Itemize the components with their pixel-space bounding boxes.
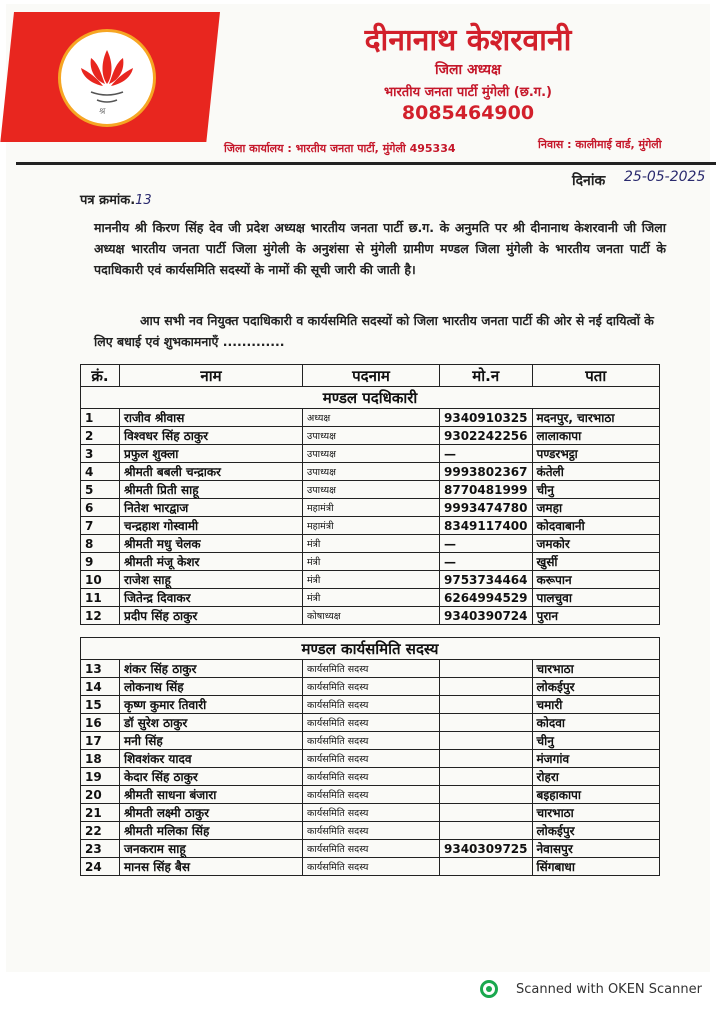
cell-sno: 2 xyxy=(81,427,120,445)
cell-address: पालचुवा xyxy=(532,589,660,607)
cell-mobile xyxy=(440,660,533,678)
table-row xyxy=(81,660,660,678)
cell-post: कार्यसमिति सदस्य xyxy=(303,714,440,732)
cell-post: मंत्री xyxy=(303,571,440,589)
cell-sno: 21 xyxy=(81,804,120,822)
cell-sno: 9 xyxy=(81,553,120,571)
cell-name: जितेन्द्र दिवाकर xyxy=(120,589,303,607)
spacer-cell xyxy=(81,625,660,638)
cell-address: चारभाठा xyxy=(532,660,660,678)
cell-post: कार्यसमिति सदस्य xyxy=(303,804,440,822)
letter-number-label: पत्र क्रमांक xyxy=(80,193,131,208)
cell-address: लालाकापा xyxy=(532,427,660,445)
cell-address: चमारी xyxy=(532,696,660,714)
cell-sno: 14 xyxy=(81,678,120,696)
cell-name: श्रीमती मंजू केशर xyxy=(120,553,303,571)
letter-paragraph-2: आप सभी नव नियुक्त पदाधिकारी व कार्यसमिति सदस्यों को जिला भारतीय जनता पार्टी की ओर से नई दायित्वों के लिए बधाई एवं शुभकामनाएँ ............. xyxy=(94,313,654,349)
cell-post: उपाध्यक्ष xyxy=(303,463,440,481)
cell-name: श्रीमती प्रिती साहू xyxy=(120,481,303,499)
cell-sno: 13 xyxy=(81,660,120,678)
cell-name: मानस सिंह बैस xyxy=(120,858,303,876)
cell-mobile: 9340910325 xyxy=(440,409,533,427)
cell-name: प्रदीप सिंह ठाकुर xyxy=(120,607,303,625)
cell-post: अध्यक्ष xyxy=(303,409,440,427)
cell-mobile xyxy=(440,678,533,696)
table-row xyxy=(81,463,660,481)
cell-post: कार्यसमिति सदस्य xyxy=(303,660,440,678)
cell-post: कार्यसमिति सदस्य xyxy=(303,678,440,696)
table-row xyxy=(81,768,660,786)
cell-sno: 20 xyxy=(81,786,120,804)
cell-post: मंत्री xyxy=(303,553,440,571)
cell-post: कार्यसमिति सदस्य xyxy=(303,732,440,750)
table-row xyxy=(81,409,660,427)
cell-name: चन्द्रहाश गोस्वामी xyxy=(120,517,303,535)
cell-mobile xyxy=(440,822,533,840)
letter-number xyxy=(80,190,152,208)
cell-sno: 24 xyxy=(81,858,120,876)
cell-address: कोदवाबानी xyxy=(532,517,660,535)
table-row xyxy=(81,840,660,858)
letterhead-phone: 8085464900 xyxy=(401,102,535,124)
cell-address: पण्डरभट्ठा xyxy=(532,445,660,463)
cell-mobile: 9302242256 xyxy=(440,427,533,445)
oken-scanner-icon xyxy=(480,980,498,998)
table-row xyxy=(81,535,660,553)
table-body xyxy=(81,387,660,876)
cell-name: लोकनाथ सिंह xyxy=(120,678,303,696)
table-row xyxy=(81,589,660,607)
cell-sno: 6 xyxy=(81,499,120,517)
cell-address: रोहरा xyxy=(532,768,660,786)
cell-address: चीनु xyxy=(532,732,660,750)
cell-name: प्रफुल शुक्ला xyxy=(120,445,303,463)
cell-mobile xyxy=(440,750,533,768)
cell-mobile xyxy=(440,804,533,822)
appointee-table xyxy=(80,364,660,876)
cell-post: उपाध्यक्ष xyxy=(303,481,440,499)
cell-sno: 3 xyxy=(81,445,120,463)
letterhead-post: जिला अध्यक्ष xyxy=(434,62,502,78)
cell-address: कंतेली xyxy=(532,463,660,481)
table-row xyxy=(81,732,660,750)
cell-address: खुर्सी xyxy=(532,553,660,571)
cell-sno: 22 xyxy=(81,822,120,840)
cell-mobile xyxy=(440,696,533,714)
cell-name: श्रीमती बबली चन्द्राकर xyxy=(120,463,303,481)
cell-sno: 1 xyxy=(81,409,120,427)
table-row xyxy=(81,786,660,804)
cell-address: कोदवा xyxy=(532,714,660,732)
cell-mobile xyxy=(440,786,533,804)
letter-paragraph-1: माननीय श्री किरण सिंह देव जी प्रदेश अध्यक्ष भारतीय जनता पार्टी छ.ग. के अनुमति पर श्री दीनानाथ केशरवानी जी जिला अध्यक्ष भारतीय जनता पार्टी जिला मुंगेली के अनुशंसा से मुंगेली ग्रामीण मण्डल जिला मुंगेली के भारतीय जनता पार्टी के पदाधिकारी एवं कार्यसमिति सदस्यों के नामों की सूची जारी की जाती है। xyxy=(94,220,666,277)
header-mobile: मो.न xyxy=(440,365,533,387)
table-row xyxy=(81,607,660,625)
table-spacer-row xyxy=(81,625,660,638)
table-row xyxy=(81,517,660,535)
cell-sno: 15 xyxy=(81,696,120,714)
cell-mobile: 8770481999 xyxy=(440,481,533,499)
cell-address: नेवासपुर xyxy=(532,840,660,858)
cell-address: पुरान xyxy=(532,607,660,625)
cell-mobile: — xyxy=(440,445,533,463)
cell-address: लोकईपुर xyxy=(532,678,660,696)
cell-address: करूपान xyxy=(532,571,660,589)
cell-post: उपाध्यक्ष xyxy=(303,445,440,463)
cell-address: जमकोर xyxy=(532,535,660,553)
cell-mobile: 6264994529 xyxy=(440,589,533,607)
date-value: 25-05-2025 xyxy=(624,169,706,185)
table-row xyxy=(81,571,660,589)
table-row xyxy=(81,804,660,822)
cell-name: मनी सिंह xyxy=(120,732,303,750)
cell-post: कार्यसमिति सदस्य xyxy=(303,822,440,840)
cell-sno: 19 xyxy=(81,768,120,786)
party-logo-lotus-icon xyxy=(58,29,156,127)
table-row xyxy=(81,750,660,768)
cell-mobile: 9753734464 xyxy=(440,571,533,589)
table-row xyxy=(81,858,660,876)
cell-mobile: 9993474780 xyxy=(440,499,533,517)
cell-address: जमहा xyxy=(532,499,660,517)
table-row xyxy=(81,481,660,499)
cell-sno: 8 xyxy=(81,535,120,553)
letter-number-separator: . xyxy=(130,193,136,208)
table-section-row xyxy=(81,638,660,660)
letterhead-residence: निवास : कालीमाई वार्ड, मुंगेली xyxy=(538,138,662,151)
cell-post: महामंत्री xyxy=(303,517,440,535)
letter-sheet xyxy=(6,4,710,972)
cell-sno: 7 xyxy=(81,517,120,535)
cell-name: श्रीमती साधना बंजारा xyxy=(120,786,303,804)
scanner-watermark-text: Scanned with OKEN Scanner xyxy=(516,982,702,997)
cell-mobile: 9993802367 xyxy=(440,463,533,481)
cell-name: कृष्ण कुमार तिवारी xyxy=(120,696,303,714)
section-title: मण्डल कार्यसमिति सदस्य xyxy=(81,638,660,660)
cell-sno: 5 xyxy=(81,481,120,499)
cell-post: मंत्री xyxy=(303,589,440,607)
cell-name: राजेश साहू xyxy=(120,571,303,589)
cell-sno: 12 xyxy=(81,607,120,625)
cell-address: सिंगबाधा xyxy=(532,858,660,876)
cell-address: चीनु xyxy=(532,481,660,499)
header-address: पता xyxy=(532,365,660,387)
cell-mobile xyxy=(440,768,533,786)
cell-sno: 17 xyxy=(81,732,120,750)
cell-sno: 10 xyxy=(81,571,120,589)
cell-address: मदनपुर, चारभाठा xyxy=(532,409,660,427)
cell-address: मंजगांव xyxy=(532,750,660,768)
table-row xyxy=(81,696,660,714)
cell-post: कार्यसमिति सदस्य xyxy=(303,768,440,786)
cell-name: जनकराम साहू xyxy=(120,840,303,858)
cell-mobile: 9340309725 xyxy=(440,840,533,858)
cell-mobile: 8349117400 xyxy=(440,517,533,535)
cell-post: कार्यसमिति सदस्य xyxy=(303,858,440,876)
table-row xyxy=(81,427,660,445)
cell-name: विश्वधर सिंह ठाकुर xyxy=(120,427,303,445)
table-row xyxy=(81,714,660,732)
cell-sno: 23 xyxy=(81,840,120,858)
table-row xyxy=(81,553,660,571)
header-sno: क्रं. xyxy=(81,365,120,387)
cell-mobile xyxy=(440,732,533,750)
letterhead-name: दीनानाथ केशरवानी xyxy=(364,23,572,58)
table-row xyxy=(81,822,660,840)
header-post: पदनाम xyxy=(303,365,440,387)
cell-post: मंत्री xyxy=(303,535,440,553)
cell-post: कार्यसमिति सदस्य xyxy=(303,786,440,804)
header-name: नाम xyxy=(120,365,303,387)
cell-post: उपाध्यक्ष xyxy=(303,427,440,445)
letterhead-office: जिला कार्यालय : भारतीय जनता पार्टी, मुंगेली 495334 xyxy=(224,142,456,155)
cell-sno: 4 xyxy=(81,463,120,481)
letterhead-party: भारतीय जनता पार्टी मुंगेली (छ.ग.) xyxy=(383,85,553,100)
cell-name: श्रीमती मलिका सिंह xyxy=(120,822,303,840)
cell-post: कार्यसमिति सदस्य xyxy=(303,696,440,714)
cell-sno: 18 xyxy=(81,750,120,768)
cell-name: शंकर सिंह ठाकुर xyxy=(120,660,303,678)
cell-mobile: — xyxy=(440,535,533,553)
table-row xyxy=(81,499,660,517)
cell-name: श्रीमती मधु चेलक xyxy=(120,535,303,553)
cell-post: कार्यसमिति सदस्य xyxy=(303,750,440,768)
cell-mobile xyxy=(440,714,533,732)
letterhead-divider xyxy=(16,162,716,165)
cell-address: बइहाकापा xyxy=(532,786,660,804)
cell-post: कोषाध्यक्ष xyxy=(303,607,440,625)
table-row xyxy=(81,445,660,463)
cell-post: कार्यसमिति सदस्य xyxy=(303,840,440,858)
cell-mobile: 9340390724 xyxy=(440,607,533,625)
cell-name: केदार सिंह ठाकुर xyxy=(120,768,303,786)
cell-post: महामंत्री xyxy=(303,499,440,517)
cell-address: लोकईपुर xyxy=(532,822,660,840)
table-section-row xyxy=(81,387,660,409)
table-row xyxy=(81,678,660,696)
cell-name: डॉ सुरेश ठाकुर xyxy=(120,714,303,732)
cell-name: शिवशंकर यादव xyxy=(120,750,303,768)
table-header-row xyxy=(81,365,660,387)
cell-name: नितेश भारद्वाज xyxy=(120,499,303,517)
cell-mobile xyxy=(440,858,533,876)
section-title: मण्डल पदधिकारी xyxy=(81,387,660,409)
cell-sno: 16 xyxy=(81,714,120,732)
cell-name: श्रीमती लक्ष्मी ठाकुर xyxy=(120,804,303,822)
date-label: दिनांक xyxy=(572,173,606,189)
svg-text:श्र: श्र xyxy=(99,107,106,117)
cell-name: राजीव श्रीवास xyxy=(120,409,303,427)
cell-sno: 11 xyxy=(81,589,120,607)
letter-number-value: 13 xyxy=(135,193,152,208)
cell-mobile: — xyxy=(440,553,533,571)
cell-address: चारभाठा xyxy=(532,804,660,822)
